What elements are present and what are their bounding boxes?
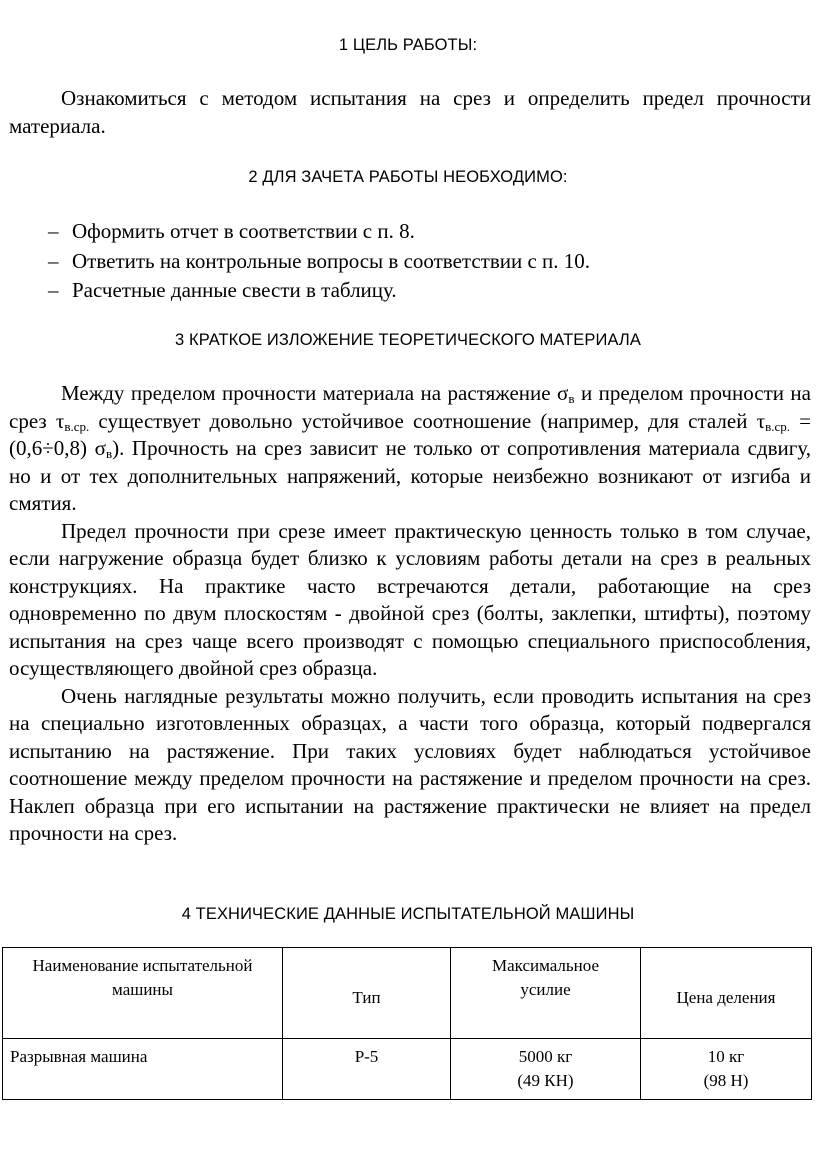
cell-name: Разрывная машина [3,1039,283,1100]
theory-paragraph-3: Очень наглядные результаты можно получить, если проводить испытания на срез на специально изготовленных образцах, а части того образца, который подвергался испытанию на растяжение. При таких условиях будет наблюдаться устойчивое соотношение между пределом прочности на растяжение и пределом прочности на срез. Наклеп образца при его испытании на растяжение практически не влияет на предел прочности на срез. [9,683,811,845]
section-4-heading: 4 ТЕХНИЧЕСКИЕ ДАННЫЕ ИСПЫТАТЕЛЬНОЙ МАШИНЫ [181,905,635,923]
section-1-heading: 1 ЦЕЛЬ РАБОТЫ: [338,36,478,54]
list-item [48,217,808,247]
header-name: Наименование испытательной машины [3,948,283,1039]
requirements-list [48,217,808,306]
theory-paragraph-2: Предел прочности при срезе имеет практическую ценность только в том случае, если нагружение образца будет близко к условиям работы детали на срез в реальных конструкциях. На практике часто встречаются детали, работающие на срез одновременно по двум плоскостям - двойной срез (болты, заклепки, штифты), поэтому испытания на срез чаще всего производят с помощью специального приспособления, осуществляющего двойной срез образца. [9,518,811,680]
theory-text [9,380,811,848]
dash-bullet: – [48,219,59,243]
list-item-text: Расчетные данные свести в таблицу. [72,278,397,302]
section-2-heading: 2 ДЛЯ ЗАЧЕТА РАБОТЫ НЕОБХОДИМО: [248,168,568,186]
theory-paragraph-1: Между пределом прочности материала на растяжение $\sigma_в$ и пределом прочности на срез $\tau_{в.ср.}$ существует довольно устойчивое соотношение (например, для сталей $\tau_{в.ср.} = (0,6\div 0,8)$ $\sigma_в$). Прочность на срез зависит не только от сопротивления материала сдвигу, но и от тех дополнительных напряжений, которые неизбежно возникают от изгиба и смятия. [9,381,812,515]
cell-division: 10 кг (98 Н) [641,1039,812,1100]
header-force: Максимальное усилие [451,948,641,1039]
cell-type: Р-5 [283,1039,451,1100]
list-item [48,247,808,277]
header-type: Тип [283,948,451,1039]
dash-bullet: – [48,278,59,302]
list-item-text: Ответить на контрольные вопросы в соответствии с п. 10. [72,248,591,273]
table-header-row [3,948,812,1039]
cell-force: 5000 кг (49 КН) [451,1039,641,1100]
goal-paragraph [9,85,811,140]
table-row [3,1039,812,1100]
goal-text: Ознакомиться с методом испытания на срез и определить предел прочности материала. [9,86,811,138]
dash-bullet: – [48,248,59,273]
list-item-text: Оформить отчет в соответствии с п. 8. [72,219,415,243]
machine-specs-table [2,947,812,1100]
header-division: Цена деления [641,948,812,1039]
section-3-heading: 3 КРАТКОЕ ИЗЛОЖЕНИЕ ТЕОРЕТИЧЕСКОГО МАТЕРИАЛА [175,331,641,349]
list-item [48,276,808,306]
